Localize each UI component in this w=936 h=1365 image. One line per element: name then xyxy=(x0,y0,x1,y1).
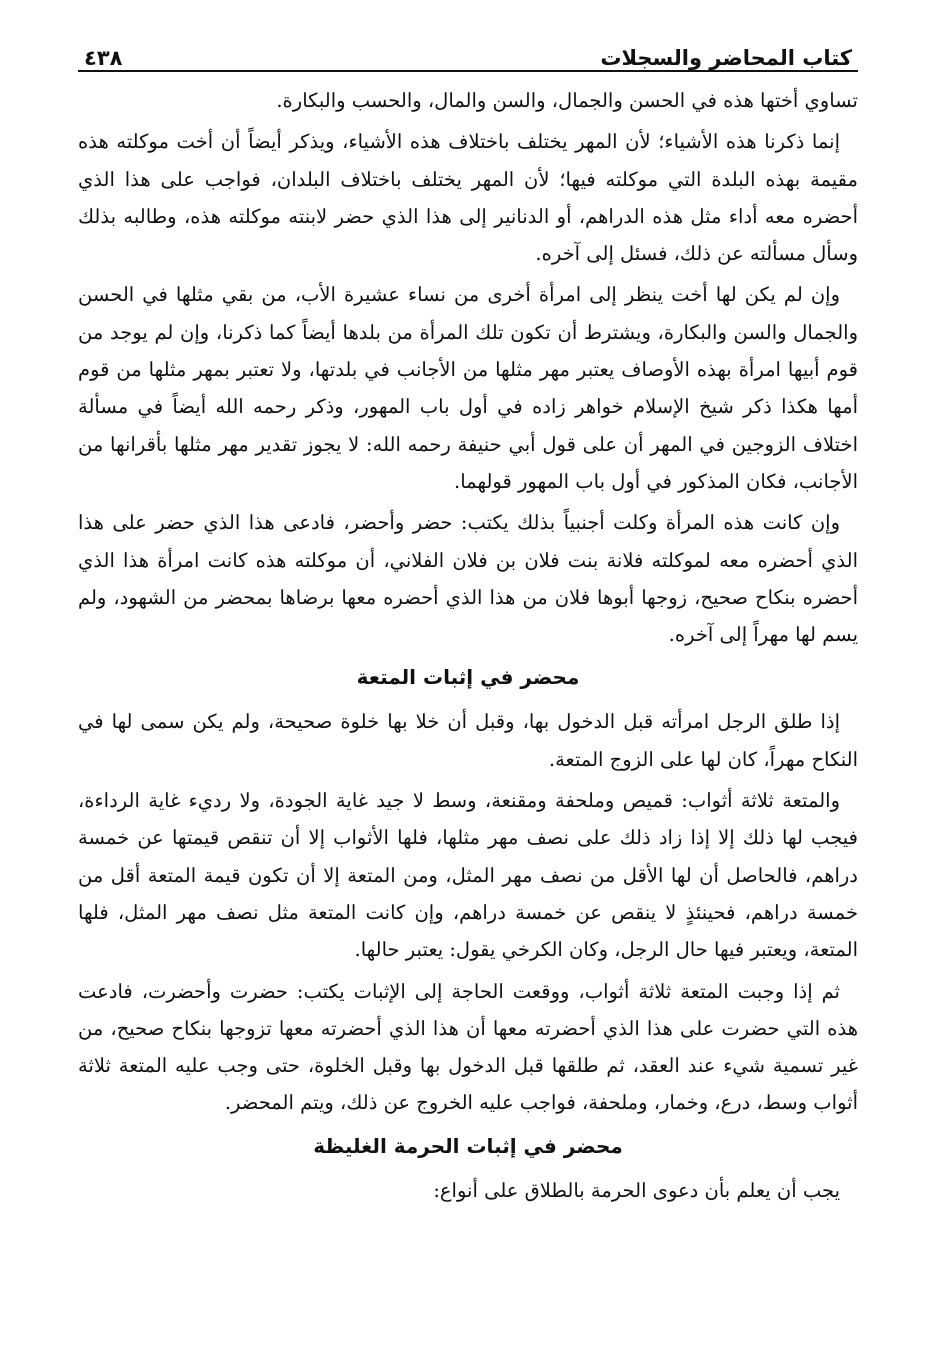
paragraph-7: ثم إذا وجبت المتعة ثلاثة أثواب، ووقعت الحاجة إلى الإثبات يكتب: حضرت وأحضرت، فادعت هذه التي حضرت على هذا الذي أحضرته معها أن هذا الذي أحضرته معها تزوجها بنكاح صحيح، من غير تسمية شيء عند العقد، ثم طلقها قبل الدخول بها وقبل الخلوة، حتى وجب عليه المتعة ثلاثة أثواب وسط، درع، وخمار، وملحفة، فواجب عليه الخروج عن ذلك، ويتم المحضر. xyxy=(78,979,858,1115)
running-header xyxy=(78,34,858,72)
section-heading-mutah: محضر في إثبات المتعة xyxy=(356,665,580,690)
page-content xyxy=(78,72,858,1209)
book-page xyxy=(78,34,858,1325)
paragraph-2: إنما ذكرنا هذه الأشياء؛ لأن المهر يختلف باختلاف هذه الأشياء، ويذكر أيضاً أن أخت موكلته هذه مقيمة بهذه البلدة التي موكلته فيها؛ لأن المهر يختلف باختلاف البلدان، فواجب على هذا الذي أحضره معه أداء مثل هذه الدراهم، أو الدنانير إلى هذا الذي حضر لابنته موكلته هذه، وطالبه بذلك وسأل مسألته عن ذلك، فسئل إلى آخره. xyxy=(78,130,858,266)
paragraph-3: وإن لم يكن لها أخت ينظر إلى امرأة أخرى من نساء عشيرة الأب، من بقي مثلها في الحسن والجمال والسن والبكارة، ويشترط أن تكون تلك المرأة من بلدها أيضاً كما ذكرنا، وإن لم يوجد من قوم أبيها امرأة بهذه الأوصاف يعتبر مهر مثلها من الأجانب في بلدتها، ولا تعتبر بمهر مثلها من قوم أمها هكذا ذكر شيخ الإسلام خواهر زاده في أول باب المهور، وذكر رحمه الله أيضاً في مسألة اختلاف الزوجين في المهر أن على قول أبي حنيفة رحمه الله: لا يجوز تقدير مهر مثلها بأقرانها من الأجانب، فكان المذكور في أول باب المهور قولهما. xyxy=(78,283,858,493)
book-title: كتاب المحاضر والسجلات xyxy=(600,46,852,70)
paragraph-6: والمتعة ثلاثة أثواب: قميص وملحفة ومقنعة، وسط لا جيد غاية الجودة، ولا رديء غاية الرداءة، فيجب لها ذلك إلا إذا زاد ذلك على نصف مهر مثلها، فلها الأثواب إلا أن تنقص قيمتها عن خمسة دراهم، فالحاصل أن لها الأقل من نصف مهر المثل، ومن المتعة إلا أن تكون قيمة المتعة أقل من خمسة دراهم، فحينئذٍ لا ينقص عن خمسة دراهم، وإن كانت المتعة مثل نصف مهر المثل، فلها المتعة، ويعتبر فيها حال الرجل، وكان الكرخي يقول: يعتبر حالها. xyxy=(78,789,858,962)
paragraph-5: إذا طلق الرجل امرأته قبل الدخول بها، وقبل أن خلا بها خلوة صحيحة، ولم يكن سمى لها في النكاح مهراً، كان لها على الزوج المتعة. xyxy=(78,710,858,771)
paragraph-4: وإن كانت هذه المرأة وكلت أجنبياً بذلك يكتب: حضر وأحضر، فادعى هذا الذي حضر على هذا الذي أحضره معه لموكلته فلانة بنت فلان بن فلان الفلاني، أن موكلته هذه كانت امرأة هذا الذي أحضره بنكاح صحيح، زوجها أبوها فلان من هذا الذي أحضره معها برضاها بمحضر من الشهود، ولم يسم لها مهراً إلى آخره. xyxy=(78,511,858,647)
page-number: ٤٣٨ xyxy=(84,46,123,70)
section-heading-hurma: محضر في إثبات الحرمة الغليظة xyxy=(313,1133,623,1158)
paragraph-8: يجب أن يعلم بأن دعوى الحرمة بالطلاق على أنواع: xyxy=(433,1178,840,1202)
paragraph-1: تساوي أختها هذه في الحسن والجمال، والسن والمال، والحسب والبكارة. xyxy=(276,89,858,112)
